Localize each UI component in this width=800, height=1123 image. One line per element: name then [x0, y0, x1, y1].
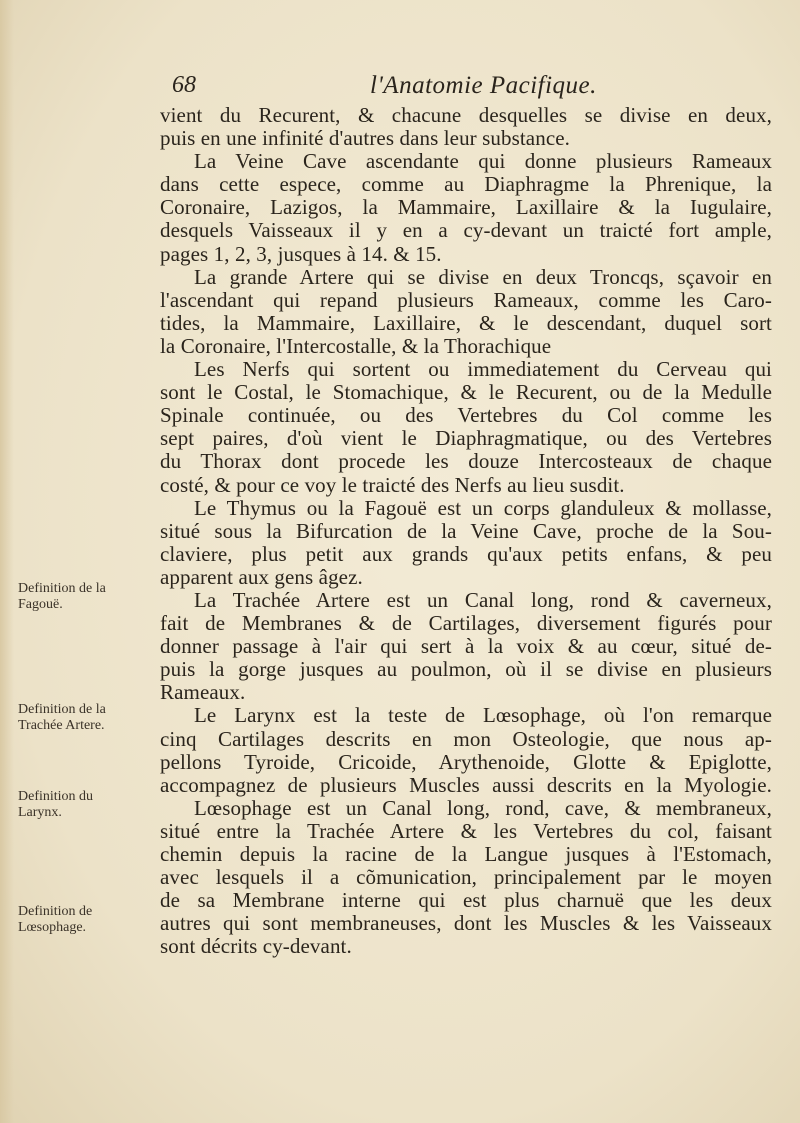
- text-line: La grande Artere qui se divise en deux Troncqs, sçavoir en: [194, 264, 772, 289]
- margin-note-line: Fagouë.: [18, 597, 63, 612]
- text-line: dans cette espece, comme au Diaphragme la Phrenique, la: [160, 172, 772, 197]
- text-line: Le Thymus ou la Fagouë est un corps glanduleux & mollasse,: [194, 495, 772, 520]
- text-line: Coronaire, Lazigos, la Mammaire, Laxillaire & la Iugulaire,: [160, 195, 772, 220]
- text-line: l'ascendant qui repand plusieurs Rameaux, comme les Caro-: [160, 287, 772, 312]
- text-line: Le Larynx est la teste de Lœsophage, où l'on remarque: [194, 703, 772, 728]
- text-line: autres qui sont membraneuses, dont les Muscles & les Vaisseaux: [160, 911, 772, 936]
- text-line: pages 1, 2, 3, jusques à 14. & 15.: [160, 241, 442, 266]
- text-line: sont le Costal, le Stomachique, & le Recurent, ou de la Medulle: [160, 380, 772, 405]
- text-line: sept paires, d'où vient le Diaphragmatique, ou des Vertebres: [160, 426, 772, 451]
- text-line: du Thorax dont procede les douze Intercosteaux de chaque: [160, 449, 772, 474]
- margin-note-line: Larynx.: [18, 805, 62, 820]
- page-header: [172, 72, 772, 106]
- text-line: tides, la Mammaire, Laxillaire, & le descendant, duquel sort: [160, 310, 772, 335]
- running-title: l'Anatomie Pacifique.: [370, 72, 597, 99]
- margin-note-line: Lœsophage.: [18, 920, 87, 935]
- margin-note-line: Definition de: [18, 904, 93, 919]
- text-line: puis en une infinité d'autres dans leur substance.: [160, 126, 571, 151]
- body-text: [160, 104, 772, 958]
- page-edge-shadow: [0, 0, 14, 1123]
- text-line: fait de Membranes & de Cartilages, diversement figurés pour: [160, 611, 772, 636]
- text-line: sont décrits cy-devant.: [160, 934, 352, 959]
- text-line: La Veine Cave ascendante qui donne plusieurs Rameaux: [194, 149, 772, 174]
- text-line: apparent aux gens âgez.: [160, 564, 363, 589]
- text-line: vient du Recurent, & chacune desquelles se divise en deux,: [160, 103, 772, 127]
- text-line: pellons Tyroide, Cricoide, Arythenoide, Glotte & Epiglotte,: [160, 749, 772, 774]
- text-line: chemin depuis la racine de la Langue jusques à l'Estomach,: [160, 842, 772, 866]
- text-line: Lœsophage est un Canal long, rond, cave, & membraneux,: [194, 795, 772, 820]
- text-line: la Coronaire, l'Intercostalle, & la Thorachique: [160, 333, 552, 358]
- margin-note-line: Trachée Artere.: [18, 718, 105, 733]
- text-line: Rameaux.: [160, 680, 246, 705]
- margin-note-fagoue: [18, 581, 154, 613]
- margin-note-larynx: [18, 789, 154, 821]
- margin-note-line: Definition du: [18, 789, 94, 804]
- text-line: cinq Cartilages descrits en mon Osteologie, que nous ap-: [160, 726, 772, 751]
- margin-note-line: Definition de la: [18, 702, 106, 717]
- text-line: situé entre la Trachée Artere & les Vertebres du col, faisant: [160, 818, 772, 843]
- margin-note-line: Definition de la: [18, 581, 106, 596]
- text-line: desquels Vaisseaux il y en a cy-devant un traicté fort ample,: [160, 218, 772, 243]
- text-line: puis la gorge jusques au poulmon, où il se divise en plusieurs: [160, 657, 772, 682]
- text-line: costé, & pour ce voy le traicté des Nerfs au lieu susdit.: [160, 472, 625, 497]
- text-line: Spinale continuée, ou des Vertebres du Col comme les: [160, 403, 772, 428]
- text-line: Les Nerfs qui sortent ou immediatement du Cerveau qui: [194, 357, 772, 382]
- text-line: La Trachée Artere est un Canal long, rond & caverneux,: [194, 587, 772, 612]
- page-number: 68: [172, 72, 196, 98]
- text-line: de sa Membrane interne qui est plus charnuë que les deux: [160, 888, 772, 913]
- text-line: situé sous la Bifurcation de la Veine Cave, proche de la Sou-: [160, 518, 772, 543]
- margin-note-loesophage: [18, 904, 154, 936]
- text-line: accompagnez de plusieurs Muscles aussi descrits en la Myologie.: [160, 772, 772, 797]
- text-line: donner passage à l'air qui sert à la voix & au cœur, situé de-: [160, 634, 772, 659]
- text-line: claviere, plus petit aux grands qu'aux petits enfans, & peu: [160, 541, 772, 566]
- text-line: avec lesquels il a cõmunication, principalement par le moyen: [160, 865, 772, 890]
- margin-note-trachee: [18, 702, 154, 734]
